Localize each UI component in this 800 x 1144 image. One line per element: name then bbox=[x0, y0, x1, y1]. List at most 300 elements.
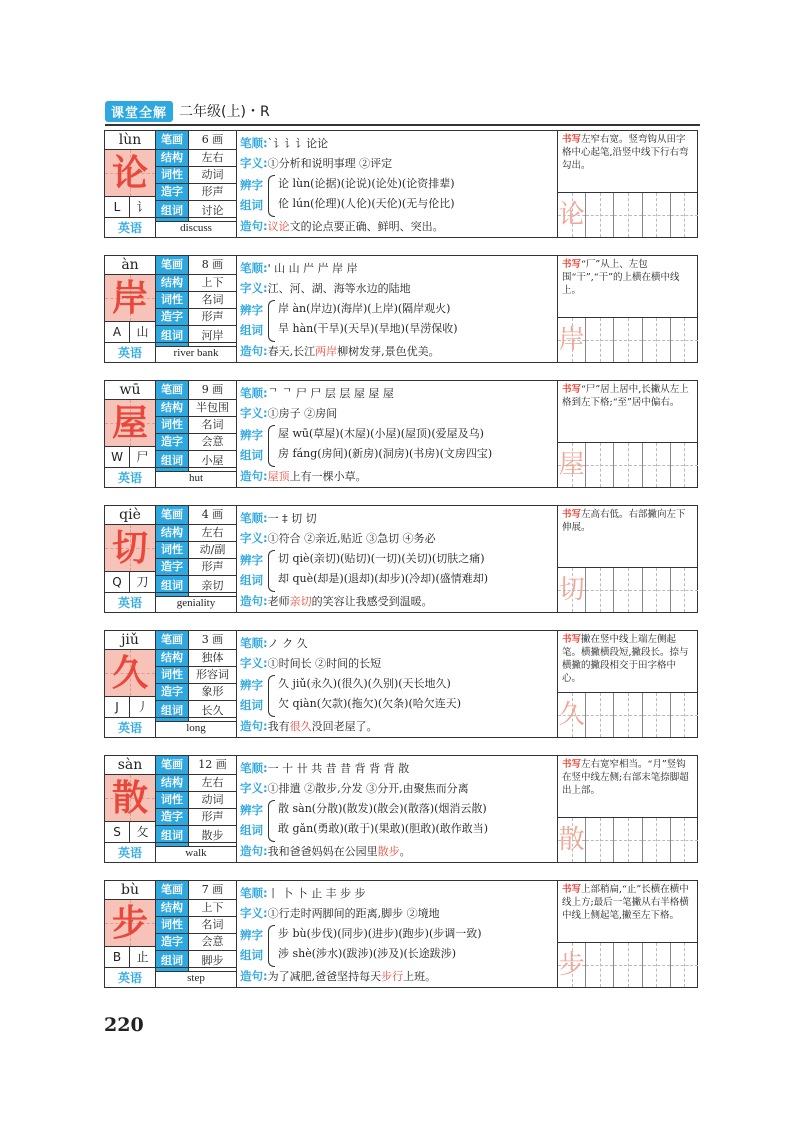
radical: 攵 bbox=[130, 822, 156, 842]
english-row bbox=[105, 967, 236, 988]
char-properties bbox=[156, 381, 236, 472]
page-number: 220 bbox=[104, 1014, 144, 1036]
structure-value: 上下 bbox=[188, 900, 236, 916]
sentence-line bbox=[240, 966, 436, 986]
stroke-order-line bbox=[240, 133, 328, 153]
character-card bbox=[104, 380, 698, 488]
stroke-order-line bbox=[240, 633, 308, 653]
trace-character: 久 bbox=[558, 700, 585, 730]
label-formation: 造字 bbox=[156, 184, 188, 200]
radical: 山 bbox=[130, 322, 156, 342]
sentence-line bbox=[240, 841, 411, 861]
practice-cell[interactable] bbox=[643, 818, 671, 862]
label-pos: 词性 bbox=[156, 792, 188, 808]
practice-cell[interactable] bbox=[614, 818, 642, 862]
structure-value: 独体 bbox=[188, 650, 236, 666]
label-english: 英语 bbox=[105, 593, 156, 613]
brace bbox=[268, 300, 275, 342]
label-tip: 书写 bbox=[562, 884, 582, 895]
tip-text: 左右宽窄相当。“月”竖钩在竖中线左侧;右部末笔捺脚超出上部。 bbox=[562, 759, 689, 796]
stroke-count: 8 画 bbox=[188, 256, 236, 274]
label-meaning: 字义: bbox=[240, 156, 268, 170]
stroke-order-line bbox=[240, 758, 409, 778]
distinguish-label-b: 组词 bbox=[240, 198, 263, 212]
stroke-count: 6 画 bbox=[188, 131, 236, 149]
label-english: 英语 bbox=[105, 968, 156, 988]
compare-pair-2: 旱 hàn(干旱)(天旱)(旱地)(旱涝保收) bbox=[278, 322, 458, 335]
label-meaning: 字义: bbox=[240, 406, 268, 420]
practice-cell[interactable] bbox=[558, 443, 586, 487]
label-meaning: 字义: bbox=[240, 656, 268, 670]
brace bbox=[268, 675, 275, 717]
practice-cell[interactable] bbox=[643, 193, 671, 237]
english-row bbox=[105, 592, 236, 613]
formation-value: 象形 bbox=[188, 684, 236, 700]
practice-cell[interactable] bbox=[586, 193, 614, 237]
structure-value: 上下 bbox=[188, 275, 236, 291]
label-pos: 词性 bbox=[156, 667, 188, 683]
word-value: 散步 bbox=[188, 826, 236, 846]
meaning-line bbox=[240, 153, 392, 173]
label-sentence: 造句: bbox=[240, 969, 268, 983]
radical: 尸 bbox=[130, 447, 156, 467]
practice-cell[interactable] bbox=[643, 568, 671, 612]
distinguish-label-b: 组词 bbox=[240, 323, 263, 337]
big-character-glyph: 切 bbox=[111, 527, 148, 569]
practice-cell[interactable] bbox=[671, 318, 698, 362]
writing-tip bbox=[562, 508, 694, 534]
label-words: 组词 bbox=[156, 951, 188, 971]
practice-cell[interactable] bbox=[671, 568, 698, 612]
english-value: walk bbox=[185, 847, 207, 859]
stroke-order: 一 十 卄 共 昔 昔 背 背 背 散 bbox=[267, 762, 410, 775]
stroke-count: 3 画 bbox=[188, 631, 236, 649]
radical-letter: S bbox=[105, 822, 130, 842]
label-strokes: 笔画 bbox=[156, 881, 188, 899]
tip-text: 撇在竖中线上端左侧起笔。横撇横段短,撇段长。捺与横撇的撇段相交于田字格中心。 bbox=[562, 634, 689, 684]
sentence-pre: 老师 bbox=[267, 595, 290, 608]
practice-cell[interactable] bbox=[671, 818, 698, 862]
pos-value: 形容词 bbox=[188, 667, 236, 683]
tip-text: “尸”居上居中,长撇从左上格到左下格;“至”居中偏右。 bbox=[562, 384, 689, 408]
brace bbox=[268, 550, 275, 592]
formation-value: 会意 bbox=[188, 434, 236, 450]
practice-grid bbox=[558, 317, 698, 362]
label-formation: 造字 bbox=[156, 434, 188, 450]
big-character bbox=[105, 275, 156, 322]
label-order: 笔顺: bbox=[240, 761, 268, 775]
section-badge: 课堂全解 bbox=[105, 101, 173, 122]
stroke-order: 一 ‡ 切 切 bbox=[267, 512, 317, 525]
sentence-post: 上有一棵小草。 bbox=[289, 470, 367, 483]
pinyin: jiǔ bbox=[105, 631, 156, 650]
writing-tip bbox=[562, 383, 694, 409]
pinyin: lùn bbox=[105, 131, 156, 150]
english-row bbox=[105, 217, 236, 238]
meaning: ①分析和说明事理 ②评定 bbox=[267, 157, 393, 170]
writing-tip bbox=[562, 258, 694, 297]
english-value: geniality bbox=[176, 597, 216, 609]
sentence-post: 没回老屋了。 bbox=[311, 720, 378, 733]
tip-text: 左高右低。右部撇向左下伸展。 bbox=[562, 509, 686, 533]
formation-value: 形声 bbox=[188, 184, 236, 200]
label-sentence: 造句: bbox=[240, 594, 268, 608]
label-sentence: 造句: bbox=[240, 719, 268, 733]
brace bbox=[268, 425, 275, 467]
label-structure: 结构 bbox=[156, 900, 188, 916]
practice-cell[interactable] bbox=[586, 943, 614, 987]
practice-cell[interactable] bbox=[586, 318, 614, 362]
stroke-order-line bbox=[240, 508, 317, 528]
big-character bbox=[105, 150, 156, 197]
practice-cell[interactable] bbox=[643, 318, 671, 362]
stroke-order-line bbox=[240, 383, 394, 403]
sentence-pre: 春天,长江 bbox=[267, 345, 316, 358]
label-english: 英语 bbox=[105, 218, 156, 238]
label-order: 笔顺: bbox=[240, 636, 268, 650]
practice-cell[interactable] bbox=[558, 193, 586, 237]
formation-value: 形声 bbox=[188, 809, 236, 825]
word-value: 讨论 bbox=[188, 201, 236, 221]
pos-value: 动/副 bbox=[188, 542, 236, 558]
radical: 止 bbox=[130, 947, 156, 967]
practice-cell[interactable] bbox=[558, 318, 586, 362]
practice-grid bbox=[558, 942, 698, 987]
label-order: 笔顺: bbox=[240, 261, 268, 275]
trace-character: 切 bbox=[558, 575, 585, 605]
character-card bbox=[104, 130, 698, 238]
label-structure: 结构 bbox=[156, 775, 188, 791]
label-order: 笔顺: bbox=[240, 886, 268, 900]
char-properties bbox=[156, 506, 236, 597]
label-words: 组词 bbox=[156, 451, 188, 471]
pos-value: 名词 bbox=[188, 417, 236, 433]
compare-pair-1: 散 sàn(分散)(散发)(散会)(散落)(烟消云散) bbox=[278, 802, 487, 815]
stroke-order: `讠讠讠论论 bbox=[267, 137, 329, 150]
practice-cell[interactable] bbox=[643, 693, 671, 737]
writing-panel bbox=[557, 506, 698, 612]
practice-cell[interactable] bbox=[558, 568, 586, 612]
label-words: 组词 bbox=[156, 826, 188, 846]
radical-letter: J bbox=[105, 697, 130, 717]
practice-cell[interactable] bbox=[614, 443, 642, 487]
sentence-pre: 我和爸爸妈妈在公园里 bbox=[267, 845, 378, 858]
big-character-glyph: 散 bbox=[111, 777, 148, 819]
label-tip: 书写 bbox=[562, 259, 582, 270]
meaning: ①时间长 ②时间的长短 bbox=[267, 657, 382, 670]
label-english: 英语 bbox=[105, 843, 156, 863]
compare-pair-2: 敢 gǎn(勇敢)(敢于)(果敢)(胆敢)(敢作敢当) bbox=[278, 822, 489, 835]
char-info-panel bbox=[105, 631, 237, 737]
distinguish-label-b: 组词 bbox=[240, 573, 263, 587]
compare-pair-2: 却 què(却是)(退却)(却步)(冷却)(盛情难却) bbox=[278, 572, 489, 585]
stroke-order: ' 山 山 屵 屵 岸 岸 bbox=[267, 262, 358, 275]
practice-cell[interactable] bbox=[586, 693, 614, 737]
practice-cell[interactable] bbox=[671, 693, 698, 737]
sentence-highlight: 屋顶 bbox=[267, 470, 290, 483]
writing-panel bbox=[557, 131, 698, 237]
practice-cell[interactable] bbox=[614, 193, 642, 237]
distinguish-label-b: 组词 bbox=[240, 698, 263, 712]
character-card bbox=[104, 255, 698, 363]
meaning-line bbox=[240, 653, 381, 673]
sentence-line bbox=[240, 216, 444, 236]
compare-pair-2: 涉 shè(涉水)(跋涉)(涉及)(长途跋涉) bbox=[278, 947, 457, 960]
writing-tip bbox=[562, 633, 694, 685]
writing-panel bbox=[557, 631, 698, 737]
char-detail-panel bbox=[240, 756, 562, 862]
character-card bbox=[104, 755, 698, 863]
compare-pair-1: 久 jiǔ(永久)(很久)(久别)(天长地久) bbox=[278, 677, 451, 690]
trace-character: 散 bbox=[558, 825, 585, 855]
writing-panel bbox=[557, 256, 698, 362]
sentence-post: 文的论点要正确、鲜明、突出。 bbox=[289, 220, 444, 233]
practice-grid bbox=[558, 442, 698, 487]
char-detail-panel bbox=[240, 881, 562, 987]
sentence-line bbox=[240, 341, 440, 361]
character-card bbox=[104, 630, 698, 738]
practice-cell[interactable] bbox=[614, 693, 642, 737]
label-words: 组词 bbox=[156, 326, 188, 346]
label-strokes: 笔画 bbox=[156, 756, 188, 774]
label-sentence: 造句: bbox=[240, 219, 268, 233]
stroke-order-line bbox=[240, 883, 366, 903]
char-detail-panel bbox=[240, 506, 562, 612]
writing-panel bbox=[557, 881, 698, 987]
stroke-count: 9 画 bbox=[188, 381, 236, 399]
sentence-post: 上班。 bbox=[403, 970, 437, 983]
label-english: 英语 bbox=[105, 468, 156, 488]
tip-text: “厂”从上、左包围“干”,“干”的上横在横中线上。 bbox=[562, 259, 680, 296]
practice-cell[interactable] bbox=[614, 943, 642, 987]
big-character bbox=[105, 775, 156, 822]
label-formation: 造字 bbox=[156, 684, 188, 700]
practice-grid bbox=[558, 567, 698, 612]
label-tip: 书写 bbox=[562, 134, 582, 145]
distinguish-label-a: 辨字 bbox=[240, 803, 263, 817]
label-order: 笔顺: bbox=[240, 136, 268, 150]
char-properties bbox=[156, 131, 236, 222]
label-strokes: 笔画 bbox=[156, 256, 188, 274]
trace-character: 岸 bbox=[558, 325, 585, 355]
label-tip: 书写 bbox=[562, 759, 582, 770]
radical-letter: A bbox=[105, 322, 130, 342]
big-character bbox=[105, 400, 156, 447]
char-info-panel bbox=[105, 881, 237, 987]
english-row bbox=[105, 342, 236, 363]
writing-tip bbox=[562, 883, 694, 922]
label-tip: 书写 bbox=[562, 634, 582, 645]
compare-pair-1: 岸 àn(岸边)(海岸)(上岸)(隔岸观火) bbox=[278, 302, 451, 315]
practice-cell[interactable] bbox=[671, 443, 698, 487]
english-value: step bbox=[187, 972, 205, 984]
compare-pair-1: 步 bù(步伐)(同步)(进步)(跑步)(步调一致) bbox=[278, 927, 482, 940]
pinyin: bù bbox=[105, 881, 156, 900]
practice-cell[interactable] bbox=[614, 318, 642, 362]
sentence-pre: 为了减肥,爸爸坚持每天 bbox=[267, 970, 382, 983]
char-properties bbox=[156, 756, 236, 847]
radical: 丿 bbox=[130, 697, 156, 717]
practice-cell[interactable] bbox=[671, 193, 698, 237]
english-row bbox=[105, 842, 236, 863]
char-info-panel bbox=[105, 506, 237, 612]
practice-cell[interactable] bbox=[614, 568, 642, 612]
big-character bbox=[105, 900, 156, 947]
practice-cell[interactable] bbox=[671, 943, 698, 987]
distinguish-label-a: 辨字 bbox=[240, 678, 263, 692]
char-detail-panel bbox=[240, 131, 562, 237]
pinyin: àn bbox=[105, 256, 156, 275]
pos-value: 动词 bbox=[188, 792, 236, 808]
practice-cell[interactable] bbox=[643, 943, 671, 987]
char-detail-panel bbox=[240, 631, 562, 737]
label-pos: 词性 bbox=[156, 417, 188, 433]
character-card bbox=[104, 505, 698, 613]
distinguish-label-a: 辨字 bbox=[240, 178, 263, 192]
grade-label: 二年级(上)・R bbox=[179, 104, 270, 120]
radical-letter: Q bbox=[105, 572, 130, 592]
compare-pair-2: 房 fáng(房间)(新房)(洞房)(书房)(文房四宝) bbox=[278, 447, 493, 460]
distinguish-label-b: 组词 bbox=[240, 823, 263, 837]
label-structure: 结构 bbox=[156, 275, 188, 291]
structure-value: 半包围 bbox=[188, 400, 236, 416]
big-character-glyph: 岸 bbox=[111, 277, 148, 319]
sentence-highlight: 议论 bbox=[267, 220, 290, 233]
compare-pair-1: 屋 wū(草屋)(木屋)(小屋)(屋顶)(爱屋及乌) bbox=[278, 427, 484, 440]
formation-value: 形声 bbox=[188, 309, 236, 325]
label-structure: 结构 bbox=[156, 400, 188, 416]
label-pos: 词性 bbox=[156, 542, 188, 558]
label-meaning: 字义: bbox=[240, 781, 268, 795]
trace-character: 步 bbox=[558, 950, 585, 980]
practice-cell[interactable] bbox=[586, 818, 614, 862]
trace-character: 论 bbox=[558, 200, 585, 230]
label-sentence: 造句: bbox=[240, 844, 268, 858]
english-value: hut bbox=[188, 472, 204, 484]
writing-tip bbox=[562, 758, 694, 797]
big-character-glyph: 步 bbox=[111, 902, 148, 944]
meaning: ①房子 ②房间 bbox=[267, 407, 338, 420]
big-character-glyph: 屋 bbox=[111, 402, 148, 444]
distinguish-label-a: 辨字 bbox=[240, 553, 263, 567]
practice-cell[interactable] bbox=[558, 693, 586, 737]
label-formation: 造字 bbox=[156, 309, 188, 325]
sentence-highlight: 亲切 bbox=[289, 595, 312, 608]
char-detail-panel bbox=[240, 381, 562, 487]
label-tip: 书写 bbox=[562, 509, 582, 520]
practice-cell[interactable] bbox=[643, 443, 671, 487]
sentence-line bbox=[240, 591, 433, 611]
label-pos: 词性 bbox=[156, 292, 188, 308]
sentence-line bbox=[240, 466, 367, 486]
writing-panel bbox=[557, 756, 698, 862]
meaning: ①排遣 ②散步,分发 ③分开,由聚焦而分离 bbox=[267, 782, 469, 795]
compare-pair-1: 论 lùn(论据)(论说)(论处)(论资排辈) bbox=[278, 177, 455, 190]
char-detail-panel bbox=[240, 256, 562, 362]
tip-text: 左窄右宽。竖弯钩从田字格中心起笔,沿竖中线下行右弯勾出。 bbox=[562, 134, 689, 171]
practice-cell[interactable] bbox=[558, 943, 586, 987]
distinguish-label-a: 辨字 bbox=[240, 928, 263, 942]
char-info-panel bbox=[105, 381, 237, 487]
meaning-line bbox=[240, 403, 337, 423]
compare-pair-2: 欠 qiàn(欠款)(拖欠)(欠条)(哈欠连天) bbox=[278, 697, 462, 710]
stroke-order-line bbox=[240, 258, 358, 278]
label-english: 英语 bbox=[105, 718, 156, 738]
label-formation: 造字 bbox=[156, 809, 188, 825]
sentence-line bbox=[240, 716, 378, 736]
english-value: river bank bbox=[173, 347, 219, 359]
meaning: ①符合 ②亲近,贴近 ③急切 ④务必 bbox=[267, 532, 436, 545]
writing-tip bbox=[562, 133, 694, 172]
english-row bbox=[105, 717, 236, 738]
practice-cell[interactable] bbox=[586, 443, 614, 487]
header-rule bbox=[105, 124, 700, 126]
pos-value: 名词 bbox=[188, 917, 236, 933]
stroke-order: ᄀ ᄀ 尸 尸 层 层 屋 屋 屋 bbox=[267, 387, 394, 400]
compare-pair-1: 切 qiè(亲切)(贴切)(一切)(关切)(切肤之痛) bbox=[278, 552, 485, 565]
char-properties bbox=[156, 881, 236, 972]
radical-letter: L bbox=[105, 197, 130, 217]
practice-grid bbox=[558, 192, 698, 237]
word-value: 小屋 bbox=[188, 451, 236, 471]
character-card bbox=[104, 880, 698, 988]
radical-letter: W bbox=[105, 447, 130, 467]
stroke-count: 7 画 bbox=[188, 881, 236, 899]
practice-cell[interactable] bbox=[558, 818, 586, 862]
sentence-pre: 我有 bbox=[267, 720, 290, 733]
formation-value: 会意 bbox=[188, 934, 236, 950]
big-character-glyph: 论 bbox=[111, 152, 148, 194]
label-tip: 书写 bbox=[562, 384, 582, 395]
label-words: 组词 bbox=[156, 201, 188, 221]
char-properties bbox=[156, 631, 236, 722]
label-english: 英语 bbox=[105, 343, 156, 363]
radical: 刀 bbox=[130, 572, 156, 592]
word-value: 长久 bbox=[188, 701, 236, 721]
english-value: long bbox=[186, 722, 206, 734]
meaning: ①行走时两脚间的距离,脚步 ②境地 bbox=[267, 907, 440, 920]
compare-pair-2: 伦 lún(伦理)(人伦)(天伦)(无与伦比) bbox=[278, 197, 455, 210]
char-info-panel bbox=[105, 756, 237, 862]
sentence-highlight: 很久 bbox=[289, 720, 312, 733]
char-info-panel bbox=[105, 256, 237, 362]
pos-value: 名词 bbox=[188, 292, 236, 308]
big-character-glyph: 久 bbox=[111, 652, 148, 694]
tip-text: 上部稍扁,“止”长横在横中线上方;最后一笔撇从右半格横中线上侧起笔,撇至左下格。 bbox=[562, 884, 689, 921]
english-value: discuss bbox=[180, 222, 212, 234]
char-info-panel bbox=[105, 131, 237, 237]
char-properties bbox=[156, 256, 236, 347]
practice-cell[interactable] bbox=[586, 568, 614, 612]
label-structure: 结构 bbox=[156, 650, 188, 666]
label-structure: 结构 bbox=[156, 525, 188, 541]
brace bbox=[268, 800, 275, 842]
label-order: 笔顺: bbox=[240, 511, 268, 525]
distinguish-label-b: 组词 bbox=[240, 948, 263, 962]
label-sentence: 造句: bbox=[240, 344, 268, 358]
sentence-highlight: 散步 bbox=[377, 845, 400, 858]
pinyin: sàn bbox=[105, 756, 156, 775]
pos-value: 动词 bbox=[188, 167, 236, 183]
distinguish-label-a: 辨字 bbox=[240, 303, 263, 317]
label-formation: 造字 bbox=[156, 934, 188, 950]
label-pos: 词性 bbox=[156, 917, 188, 933]
pinyin: qiè bbox=[105, 506, 156, 525]
word-value: 河岸 bbox=[188, 326, 236, 346]
label-sentence: 造句: bbox=[240, 469, 268, 483]
stroke-order: ノ ク 久 bbox=[267, 637, 308, 650]
label-words: 组词 bbox=[156, 576, 188, 596]
